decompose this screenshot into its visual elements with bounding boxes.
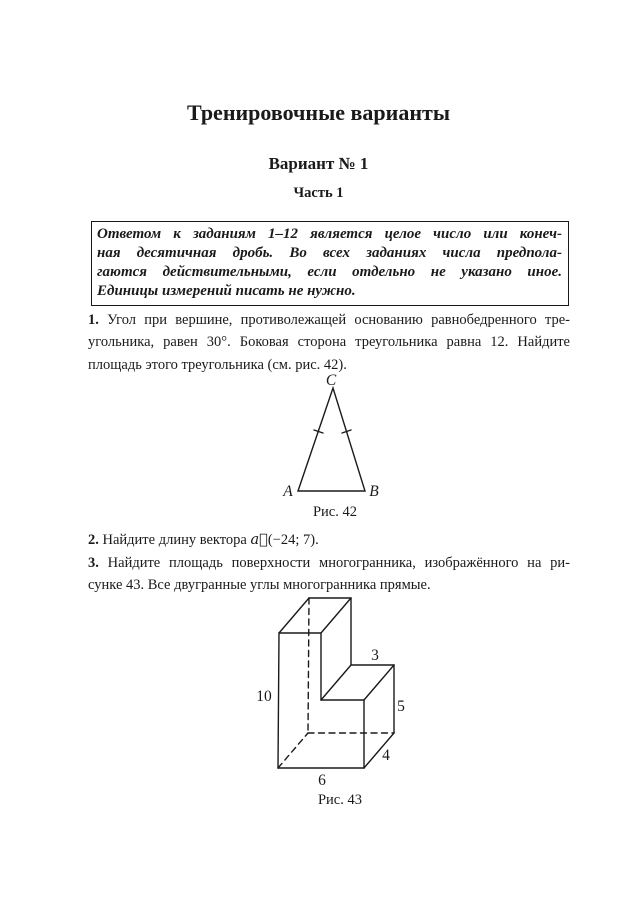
problem-1-text: Угол при вершине, противолежащей основанию равнобедренного тре- [107, 312, 571, 328]
vertex-label-c: C [325, 372, 337, 389]
instruction-line: ная десятичная дробь. Во всех заданиях числа предпола- [97, 245, 562, 261]
vertex-label-b: B [369, 483, 379, 500]
vector-coordinates: (−24; 7). [267, 532, 319, 548]
problem-2-number: 2. [88, 532, 99, 548]
problem-1 [88, 309, 570, 376]
top-left-depth-edge [279, 598, 309, 633]
isosceles-triangle-figure [260, 372, 410, 500]
variant-heading: Вариант № 1 [268, 154, 369, 173]
vertex-label-a: A [283, 483, 293, 500]
hidden-back-left-vertical-edge [308, 598, 309, 733]
vector-a-symbol: a⃗ [250, 532, 268, 548]
problem-1-line: угольника, равен 30°. Боковая сторона треугольника равна 12. Найдите [88, 334, 570, 351]
problem-2-text: Найдите длину вектора [102, 532, 247, 548]
figure-42-caption: Рис. 42 [312, 504, 357, 520]
triangle-outline [298, 388, 365, 491]
dimension-label-bottom-6: 6 [318, 772, 326, 789]
problem-1-line: площадь этого треугольника (см. рис. 42). [88, 356, 347, 373]
dimension-label-height-10: 10 [256, 688, 272, 705]
figure-42 [260, 372, 410, 522]
figure-43 [240, 590, 440, 810]
problem-3-line: сунке 43. Все двугранные углы многогранника прямые. [88, 577, 431, 594]
polyhedron-figure [240, 590, 440, 790]
instruction-box [91, 221, 569, 306]
problem-3-text: Найдите площадь поверхности многогранника, изображённого на ри- [107, 555, 570, 571]
figure-43-caption: Рис. 43 [317, 792, 362, 808]
dimension-label-step-right-5: 5 [397, 698, 405, 715]
dimension-label-step-top-3: 3 [371, 647, 379, 664]
step-inner-depth-edge [321, 665, 351, 700]
dimension-label-depth-4: 4 [382, 747, 390, 764]
top-mid-depth-edge [321, 598, 351, 633]
problem-3-line [88, 552, 570, 574]
step-outer-depth-edge [364, 665, 394, 700]
part-heading: Часть 1 [293, 185, 344, 201]
instruction-line: Единицы измерений писать не нужно. [97, 283, 356, 299]
problem-1-number: 1. [88, 312, 99, 328]
hidden-bottom-left-depth-edge [278, 733, 308, 768]
problem-1-line [88, 309, 570, 331]
problem-3-number: 3. [88, 555, 99, 571]
problem-2 [88, 529, 570, 551]
problem-2-line [88, 529, 570, 551]
instruction-line: гаются действительными, если отдельно не указано иное. [97, 264, 562, 280]
instruction-line: Ответом к заданиям 1–12 является целое число или конеч- [97, 226, 562, 242]
page-title: Тренировочные варианты [186, 100, 450, 125]
